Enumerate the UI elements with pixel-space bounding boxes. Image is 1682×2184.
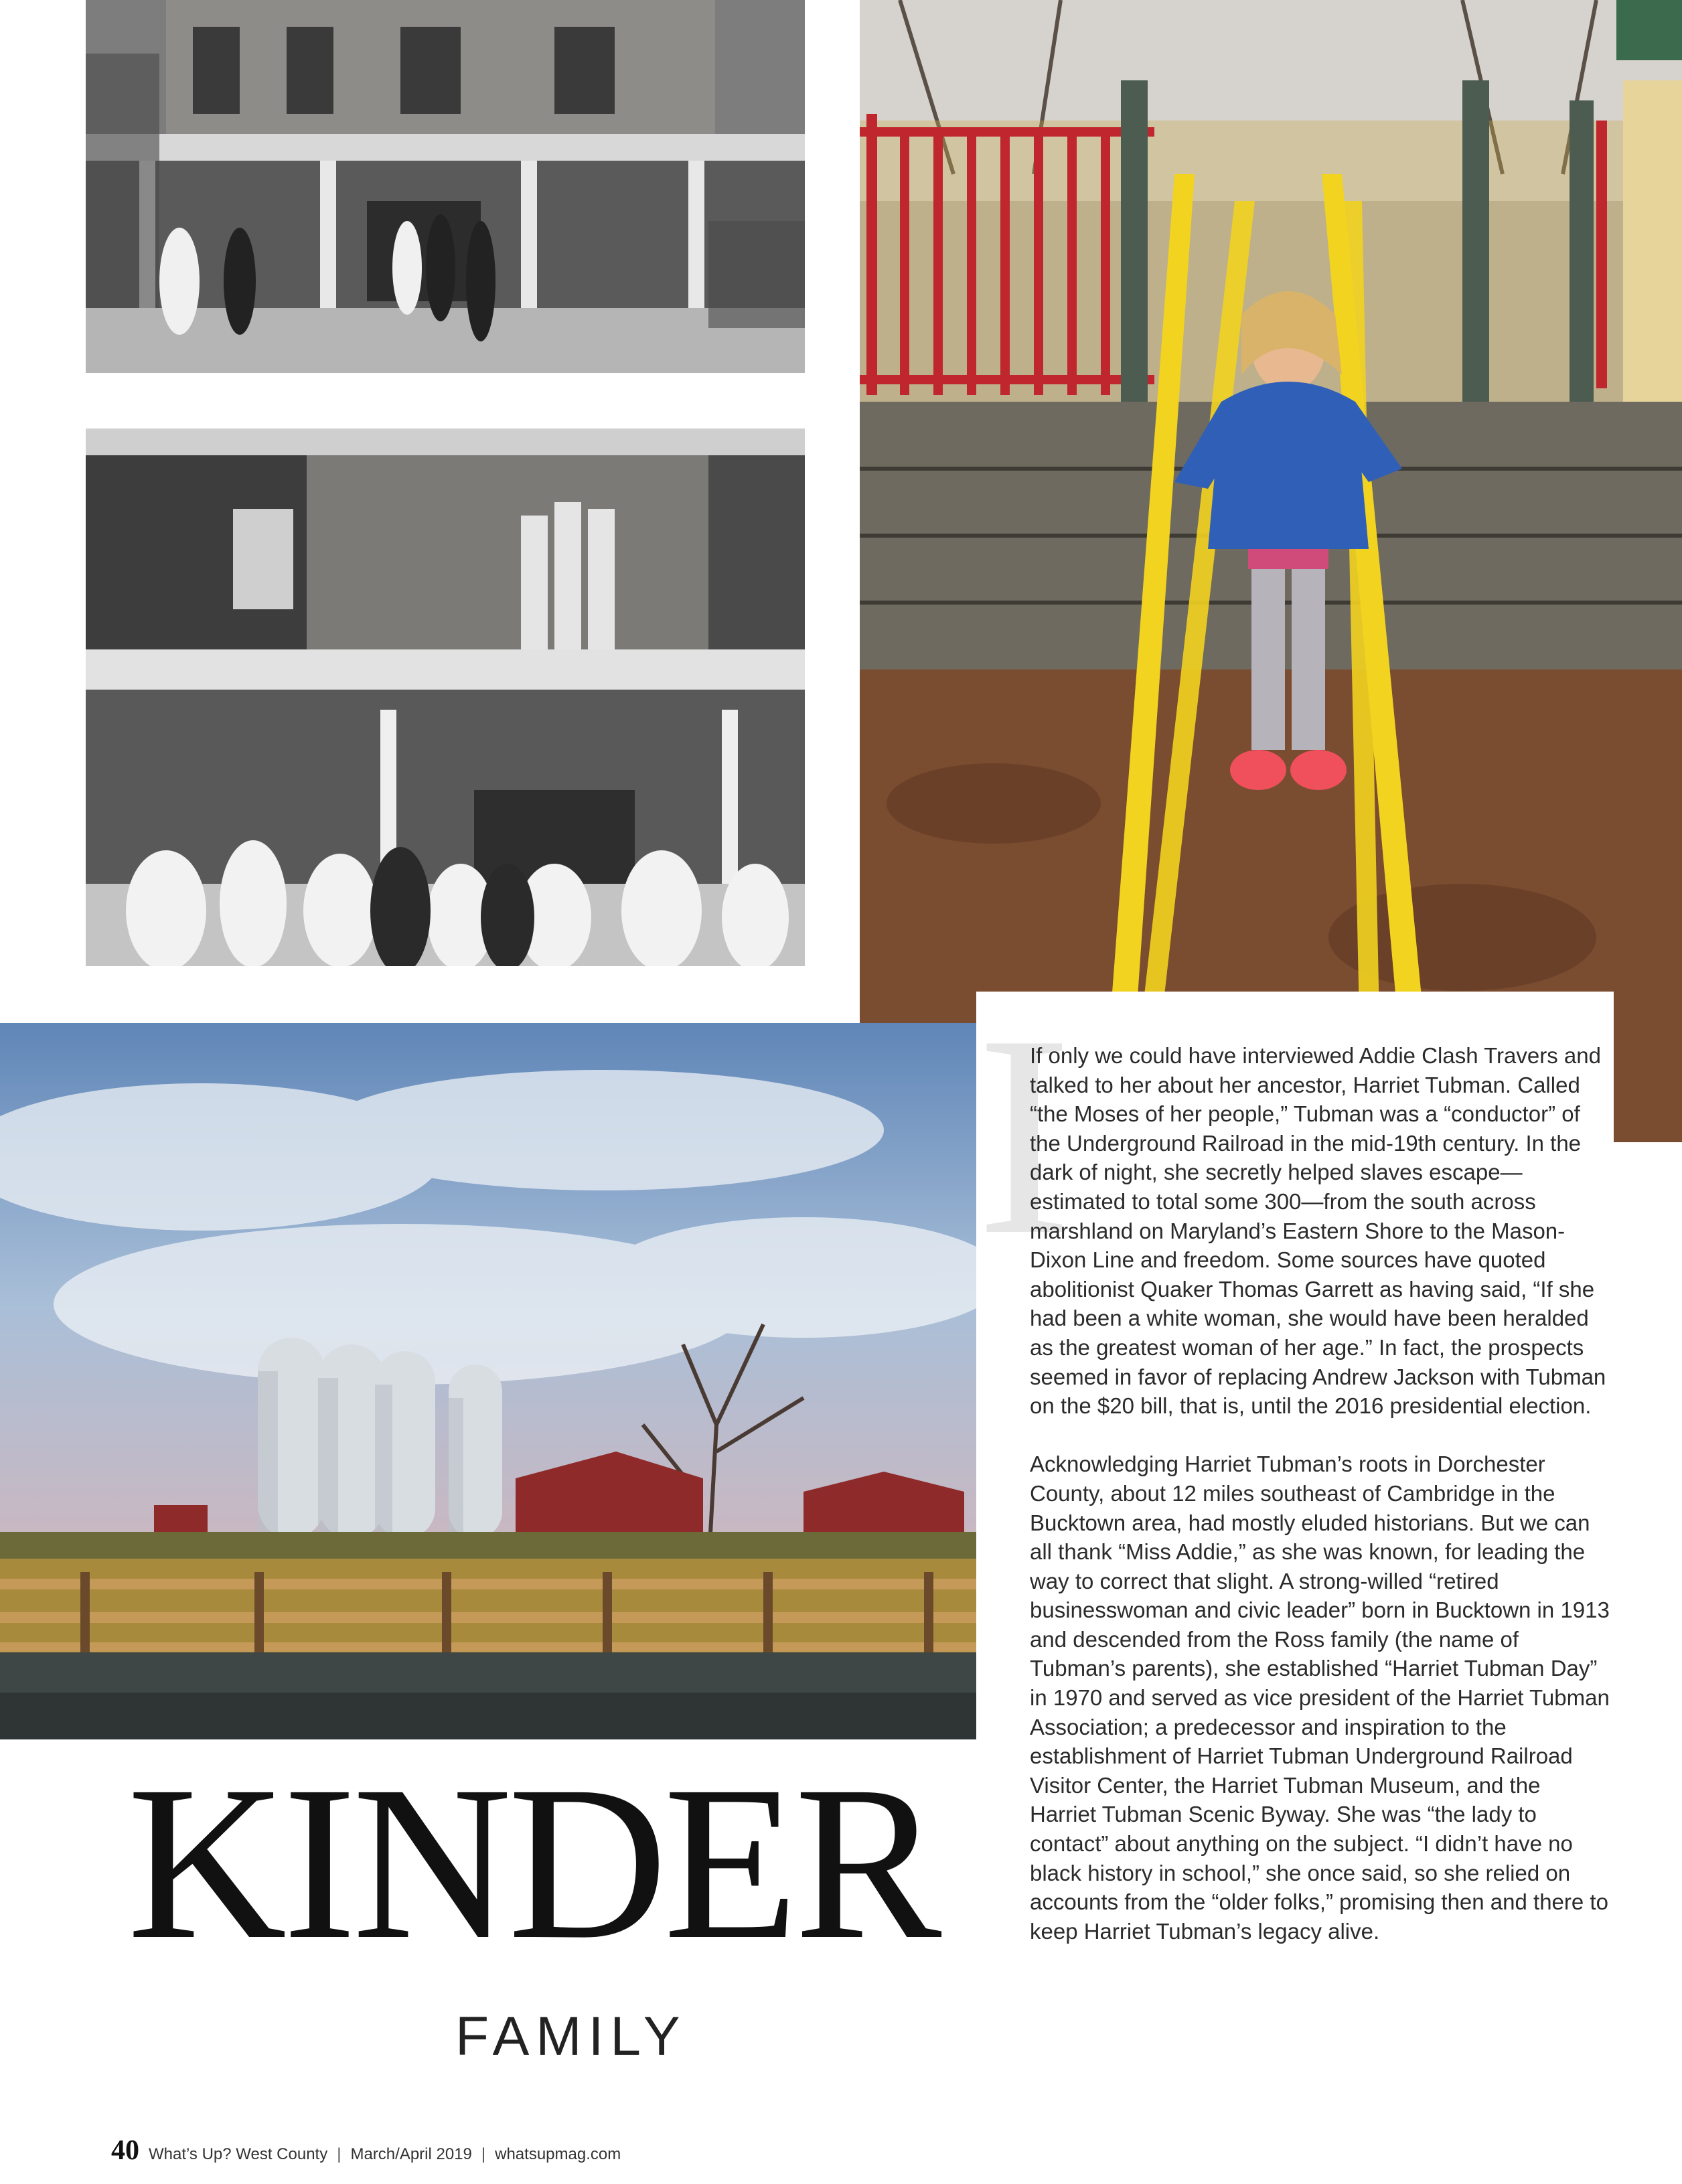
photo-farm-silos	[0, 1023, 976, 1739]
photo-family-group	[86, 428, 805, 966]
photo-girl-playground	[860, 0, 1682, 1142]
article-paragraph-2: Acknowledging Harriet Tubman’s roots in Dorchester County, about 12 miles southeast of Cambridge in the Bucktown area, had mostly eluded historians. But we can all thank “Miss Addie,” as she was known, for leading the way to correct that slight. A strong-willed “retired businesswoman and civic leader” born in Bucktown in 1913 and descended from the Ross family (the name of Tubman’s parents), she established “Harriet Tubman Day” in 1970 and served as vice president of the Harriet Tubman Association; a predecessor and inspiration to the establishment of Harriet Tubman Underground Railroad Visitor Center, the Harriet Tubman Museum, and the Harriet Tubman Scenic Byway. She was “the lady to contact” about anything on the subject. “I didn’t have no black history in school,” she once said, so she relied on accounts from the “older folks,” promising then and there to keep Harriet Tubman’s legacy alive.	[1030, 1452, 1610, 1944]
drop-cap-letter: I	[976, 976, 1073, 1295]
headline-subtitle: FAMILY	[455, 2006, 687, 2067]
footer-separator-1: |	[337, 2145, 341, 2163]
footer-separator-2: |	[481, 2145, 486, 2163]
footer-website[interactable]: whatsupmag.com	[495, 2145, 621, 2163]
article-text-panel	[976, 976, 1614, 2184]
article-body	[1030, 1041, 1610, 1975]
article-paragraph-1: If only we could have interviewed Addie Clash Travers and talked to her about her ancestor, Harriet Tubman. Called “the Moses of her people,” Tubman was a “conductor” of the Underground Railroad in the mid-19th century. In the dark of night, she secretly helped slaves escape—estimated to total some 300—from the south across marshland on Maryland’s Eastern Shore to the Mason-Dixon Line and freedom. Some sources have quoted abolitionist Quaker Thomas Garrett as having said, “If she had been a white woman, she would have been heralded as the greatest woman of her age.” In fact, the prospects seemed in favor of replacing Andrew Jackson with Tubman on the $20 bill, that is, until the 2016 presidential election.	[1030, 1043, 1606, 1419]
page-footer	[111, 2134, 621, 2167]
headline-title: KINDER	[127, 1741, 938, 1985]
page-number: 40	[111, 2135, 139, 2166]
footer-issue: March/April 2019	[350, 2145, 472, 2163]
footer-publication: What’s Up? West County	[149, 2145, 328, 2163]
photo-farmhouse-porch	[86, 0, 805, 373]
